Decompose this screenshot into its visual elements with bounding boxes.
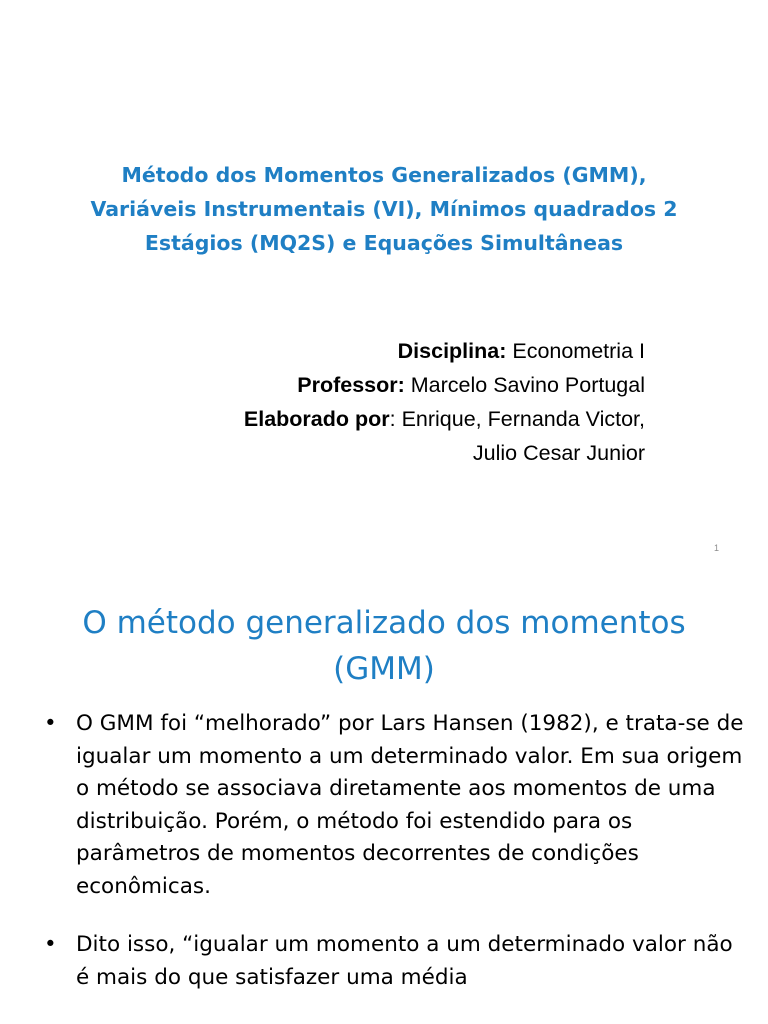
- slide-1-title-line-2: Variáveis Instrumentais (VI), Mínimos quadrados 2: [90, 197, 678, 221]
- bullet-text: O GMM foi “melhorado” por Lars Hansen (1982), e trata-se de igualar um momento a um determinado valor. Em sua origem o método se associava diretamente aos momentos de uma distribuição. Porém, o método foi estendido para os parâmetros de momentos decorrentes de condições econômicas.: [76, 711, 744, 899]
- slide-1-title: [40, 158, 728, 260]
- bullet-icon: •: [44, 711, 57, 736]
- bullet-text: Dito isso, “igualar um momento a um determinado valor não é mais do que satisfazer uma média: [76, 932, 733, 990]
- professor-value: Marcelo Savino Portugal: [404, 373, 645, 397]
- slide-2: [0, 570, 768, 1024]
- bullet-icon: •: [44, 932, 57, 957]
- bullet-list: [44, 708, 744, 1020]
- slide-2-title-line-2: (GMM): [333, 651, 435, 687]
- elaborado-row-2: Julio Cesar Junior: [472, 441, 645, 465]
- elaborado-value: : Enrique, Fernanda Victor,: [389, 407, 645, 431]
- slide-1-title-line-3: Estágios (MQ2S) e Equações Simultâneas: [144, 231, 624, 255]
- disciplina-value: Econometria I: [506, 339, 645, 363]
- elaborado-row: [244, 402, 645, 436]
- elaborado-label: Elaborado por: [243, 407, 390, 431]
- professor-row: [244, 368, 645, 402]
- disciplina-row: [244, 334, 645, 368]
- slide-2-title-line-1: O método generalizado dos momentos: [82, 605, 686, 641]
- course-info: [244, 334, 645, 470]
- professor-label: Professor:: [297, 373, 405, 397]
- bullet-item: [44, 929, 744, 994]
- slide-2-title: [20, 600, 748, 692]
- slide-1-title-line-1: Método dos Momentos Generalizados (GMM),: [121, 163, 647, 187]
- page-number: 1: [714, 543, 720, 553]
- disciplina-label: Disciplina:: [397, 339, 507, 363]
- bullet-item: [44, 708, 744, 903]
